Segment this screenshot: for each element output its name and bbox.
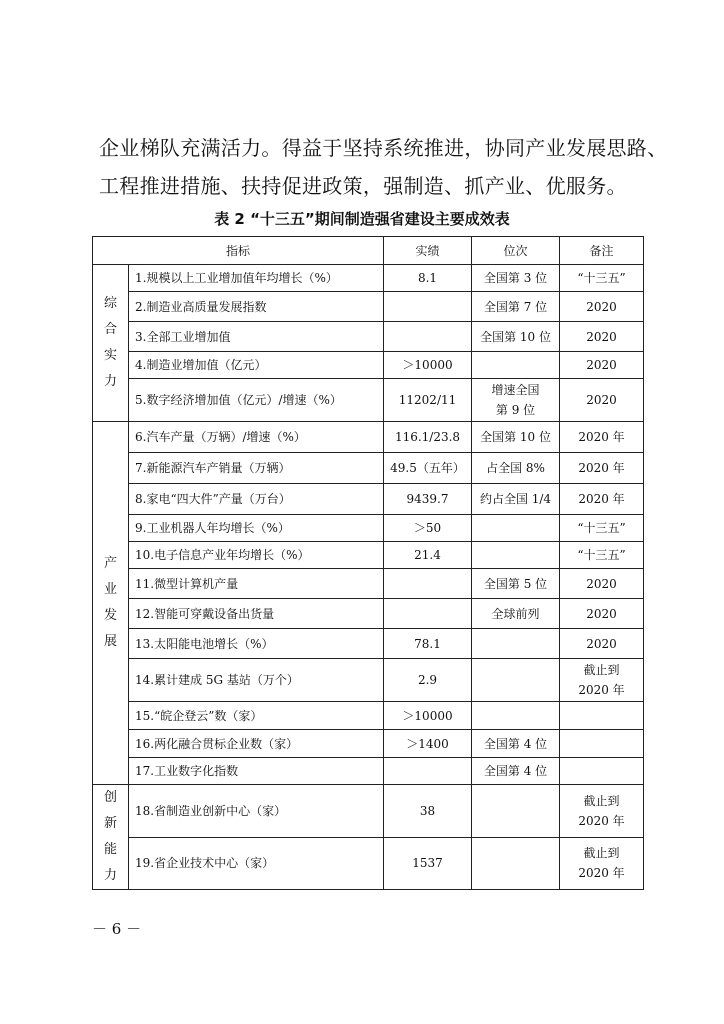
note-cell: “十三五” [560, 515, 644, 542]
value-cell: 116.1/23.8 [384, 422, 472, 453]
group-label-cell [93, 785, 129, 890]
indicator-cell: 5.数字经济增加值（亿元）/增速（%） [129, 379, 384, 422]
note-cell: 2020 [560, 629, 644, 659]
rank-cell [472, 515, 560, 542]
group-label-char: 新 [103, 816, 117, 831]
table-header-row [93, 237, 644, 265]
table-row [93, 265, 644, 292]
note-cell: “十三五” [560, 542, 644, 569]
table-row [93, 569, 644, 599]
note-cell [560, 659, 644, 702]
table-row [93, 785, 644, 838]
rank-cell: 全国第 4 位 [472, 758, 560, 785]
value-cell: 2.9 [384, 659, 472, 702]
table-row [93, 453, 644, 484]
value-cell [384, 599, 472, 629]
table-row [93, 758, 644, 785]
page-number: － 6 － [92, 920, 142, 938]
header-note: 备注 [560, 237, 644, 265]
value-cell: ＞1400 [384, 730, 472, 758]
value-cell [384, 569, 472, 599]
table-row [93, 702, 644, 730]
note-cell [560, 837, 644, 890]
table-row [93, 484, 644, 515]
rank-cell: 全国第 10 位 [472, 322, 560, 352]
rank-cell: 全国第 10 位 [472, 422, 560, 453]
note-line: 2020 年 [578, 866, 625, 881]
note-cell: 2020 年 [560, 453, 644, 484]
rank-cell: 全国第 3 位 [472, 265, 560, 292]
rank-cell: 占全国 8% [472, 453, 560, 484]
rank-cell: 约占全国 1/4 [472, 484, 560, 515]
group-label-char: 展 [103, 634, 117, 649]
body-text-line-1: 企业梯队充满活力。得益于坚持系统推进，协同产业发展思路、 [99, 136, 668, 160]
indicator-cell: 1.规模以上工业增加值年均增长（%） [129, 265, 384, 292]
indicator-cell: 19.省企业技术中心（家） [129, 837, 384, 890]
value-cell [384, 758, 472, 785]
value-cell: 49.5（五年） [384, 453, 472, 484]
indicator-cell: 11.微型计算机产量 [129, 569, 384, 599]
indicator-cell: 14.累计建成 5G 基站（万个） [129, 659, 384, 702]
value-cell: ＞50 [384, 515, 472, 542]
value-cell [384, 322, 472, 352]
note-cell [560, 758, 644, 785]
rank-cell [472, 785, 560, 838]
rank-cell: 全国第 4 位 [472, 730, 560, 758]
indicator-cell: 13.太阳能电池增长（%） [129, 629, 384, 659]
group-label-cell [93, 265, 129, 422]
indicator-cell: 12.智能可穿戴设备出货量 [129, 599, 384, 629]
value-cell: 38 [384, 785, 472, 838]
note-line: 2020 年 [578, 813, 625, 828]
note-cell: 2020 [560, 352, 644, 379]
indicator-cell: 15.“皖企登云”数（家） [129, 702, 384, 730]
value-cell: 11202/11 [384, 379, 472, 422]
indicator-cell: 17.工业数字化指数 [129, 758, 384, 785]
rank-cell [472, 659, 560, 702]
table-row [93, 515, 644, 542]
note-cell: “十三五” [560, 265, 644, 292]
rank-cell: 全球前列 [472, 599, 560, 629]
note-cell: 2020 [560, 379, 644, 422]
rank-cell: 全国第 7 位 [472, 292, 560, 322]
rank-cell [472, 542, 560, 569]
value-cell: ＞10000 [384, 352, 472, 379]
indicator-cell: 3.全部工业增加值 [129, 322, 384, 352]
indicator-cell: 7.新能源汽车产销量（万辆） [129, 453, 384, 484]
value-cell: 8.1 [384, 265, 472, 292]
note-line: 截止到 [583, 663, 620, 677]
rank-line: 增速全国 [491, 383, 540, 397]
rank-cell [472, 379, 560, 422]
table-row [93, 322, 644, 352]
table-title: 表 2 “十三五”期间制造强省建设主要成效表 [214, 210, 510, 228]
group-label-char: 实 [103, 348, 117, 363]
indicator-cell: 9.工业机器人年均增长（%） [129, 515, 384, 542]
table-row [93, 352, 644, 379]
table-row [93, 730, 644, 758]
header-rank: 位次 [472, 237, 560, 265]
group-label-char: 力 [103, 374, 117, 389]
indicator-cell: 18.省制造业创新中心（家） [129, 785, 384, 838]
note-line: 截止到 [583, 793, 620, 808]
indicator-cell: 6.汽车产量（万辆）/增速（%） [129, 422, 384, 453]
rank-cell [472, 837, 560, 890]
value-cell: 21.4 [384, 542, 472, 569]
note-cell: 2020 [560, 322, 644, 352]
note-cell: 2020 [560, 599, 644, 629]
group-label-char: 创 [103, 790, 117, 805]
indicator-cell: 2.制造业高质量发展指数 [129, 292, 384, 322]
group-label-char: 业 [103, 582, 117, 597]
note-cell [560, 785, 644, 838]
body-text-line-2: 工程推进措施、扶持促进政策，强制造、抓产业、优服务。 [99, 174, 627, 198]
group-label-char: 综 [103, 296, 117, 311]
group-label-char: 产 [103, 556, 117, 571]
group-label-cell [93, 422, 129, 785]
note-cell: 2020 [560, 292, 644, 322]
group-label-char: 合 [103, 322, 117, 337]
indicator-cell: 4.制造业增加值（亿元） [129, 352, 384, 379]
table-row [93, 379, 644, 422]
indicator-cell: 10.电子信息产业年均增长（%） [129, 542, 384, 569]
note-cell: 2020 年 [560, 422, 644, 453]
note-cell: 2020 [560, 569, 644, 599]
note-line: 截止到 [583, 846, 620, 861]
rank-line: 第 9 位 [495, 403, 536, 417]
note-cell [560, 730, 644, 758]
group-label-char: 力 [103, 868, 117, 883]
table-row [93, 292, 644, 322]
rank-cell [472, 702, 560, 730]
rank-cell: 全国第 5 位 [472, 569, 560, 599]
note-cell: 2020 年 [560, 484, 644, 515]
indicator-cell: 16.两化融合贯标企业数（家） [129, 730, 384, 758]
table-row [93, 659, 644, 702]
note-line: 2020 年 [578, 683, 625, 697]
table-row [93, 599, 644, 629]
rank-cell [472, 352, 560, 379]
rank-cell [472, 629, 560, 659]
table-row [93, 837, 644, 890]
group-label-char: 能 [103, 842, 117, 857]
group-label-char: 发 [103, 608, 117, 623]
header-value: 实绩 [384, 237, 472, 265]
value-cell: 78.1 [384, 629, 472, 659]
table-row [93, 542, 644, 569]
achievements-table [92, 236, 644, 890]
indicator-cell: 8.家电“四大件”产量（万台） [129, 484, 384, 515]
note-cell [560, 702, 644, 730]
value-cell: 9439.7 [384, 484, 472, 515]
value-cell [384, 292, 472, 322]
table-row [93, 422, 644, 453]
value-cell: ＞10000 [384, 702, 472, 730]
table-row [93, 629, 644, 659]
header-indicator: 指标 [93, 237, 384, 265]
value-cell: 1537 [384, 837, 472, 890]
